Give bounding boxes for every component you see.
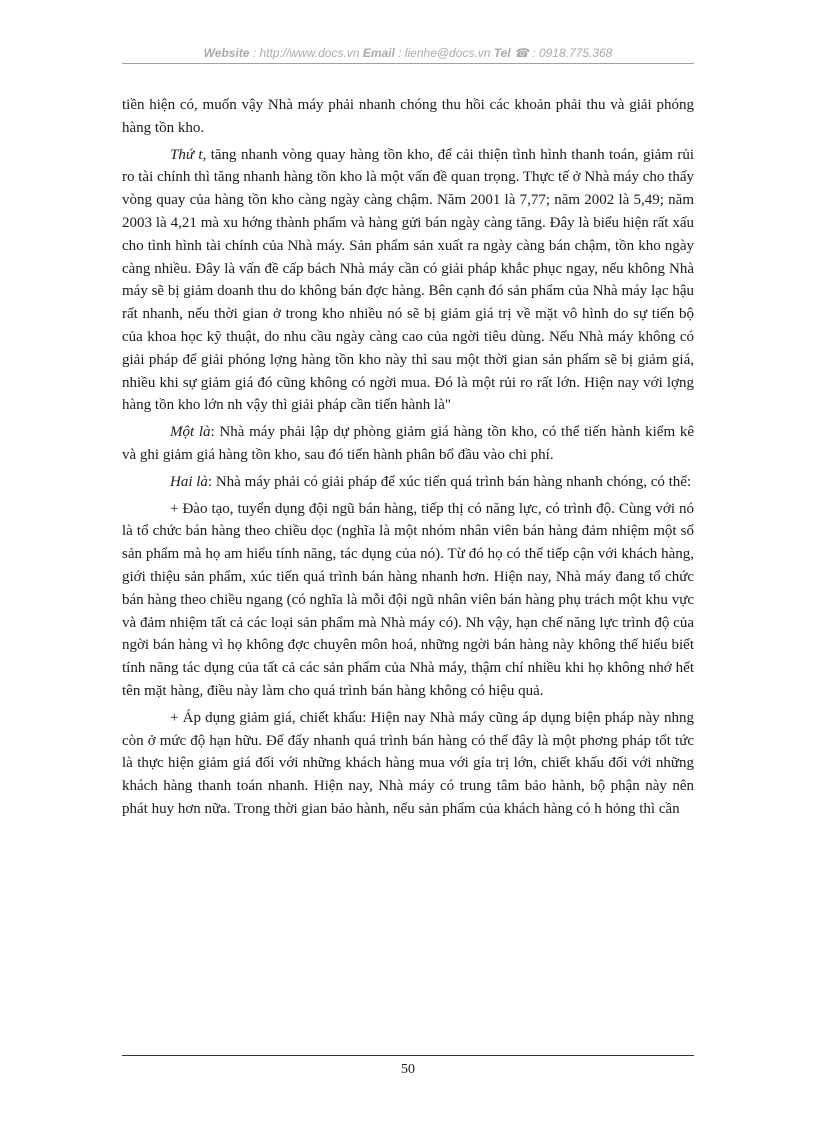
document-body (122, 94, 694, 825)
paragraph-2 (122, 144, 694, 418)
paragraph-1: tiền hiện có, muốn vậy Nhà máy phải nhanh chóng thu hồi các khoản phải thu và giải phóng hàng tồn kho. (122, 97, 694, 136)
paragraph-3-text: : Nhà máy phải lập dự phòng giảm giá hàng tồn kho, có thể tiến hành kiểm kê và ghi giảm giá hàng tồn kho, sau đó tiến hành phân bổ đầu vào chi phí. (122, 424, 694, 463)
header-rule (122, 63, 694, 64)
page-number: 50 (401, 1062, 415, 1077)
paragraph-4-lead: Hai là (170, 473, 208, 490)
paragraph-2-lead: Thứ t (170, 146, 203, 163)
paragraph-2-text: , tăng nhanh vòng quay hàng tồn kho, để cải thiện tình hình thanh toán, giảm rủi ro tài chính thì tăng nhanh hàng tồn kho là một vấn đề quan trọng. Thực tế ở Nhà máy cho thấy vòng quay của hàng tồn kho càng ngày càng chậm. Năm 2001 là 7,77; năm 2002 là 5,49; năm 2003 là 4,21 mà xu hớng thành phẩm và hàng gửi bán ngày càng tăng. Đây là biểu hiện rất xấu cho tình hình tài chính của Nhà máy. Sản phẩm sản xuất ra ngày càng bán chậm, tồn kho ngày càng nhiều. Đây là vấn đề cấp bách Nhà máy cần có giải pháp khắc phục ngay, nếu không Nhà máy sẽ bị giảm doanh thu do không bán đợc hàng. Bên cạnh đó sản phẩm của Nhà máy lạc hậu rất nhanh, nếu thời gian ở trong kho nhiều nó sẽ bị giảm giá trị về mặt vô hình do sự tiến bộ của khoa học kỹ thuật, do nhu cầu ngày càng cao của ngời tiêu dùng. Nếu Nhà máy không có giải pháp để giải phóng lợng hàng tồn kho này thì sau một thời gian sản phẩm sẽ bị giảm giá, nhiều khi sự giảm giá đó cũng không có ngời mua. Đó là một rủi ro rất lớn. Hiện nay với lợng hàng tồn kho lớn nh vậy thì giải pháp cần tiến hành là" (122, 146, 694, 414)
website-value: : http://www.docs.vn (249, 46, 363, 60)
paragraph-4-text: : Nhà máy phải có giải pháp để xúc tiến quá trình bán hàng nhanh chóng, có thể: (207, 473, 692, 490)
footer-rule (122, 1055, 694, 1056)
page-header (122, 46, 694, 60)
email-value: : lienhe@docs.vn (394, 46, 494, 60)
tel-label: Tel (493, 46, 511, 60)
email-label: Email (362, 46, 395, 60)
paragraph-6: + Áp dụng giảm giá, chiết khấu: Hiện nay Nhà máy cũng áp dụng biện pháp này nhng còn ở mức độ hạn hữu. Để đẩy nhanh quá trình bán hàng có thể đây là một phơng pháp tốt tức là thực hiện giảm giá đối với những khách hàng mua với gía trị lớn, chiết khấu đối với những khách hàng thanh toán nhanh. Hiện nay, Nhà máy có trung tâm bảo hành, bộ phận này nên phát huy hơn nữa. Trong thời gian bảo hành, nếu sản phẩm của khách hàng có h hỏng thì cần (122, 709, 694, 817)
website-label: Website (203, 46, 250, 60)
paragraph-5: + Đào tạo, tuyển dụng đội ngũ bán hàng, tiếp thị có năng lực, có trình độ. Cùng với nó là tổ chức bán hàng theo chiều dọc (nghĩa là một nhóm nhân viên bán hàng đảm nhiệm một số sản phẩm mà họ am hiểu tính năng, tác dụng của nó). Từ đó họ có thể tiếp cận với khách hàng, giới thiệu sản phẩm, xúc tiến quá trình bán hàng nhanh hơn. Hiện nay, Nhà máy đang tổ chức bán hàng theo chiều ngang (có nghĩa là mỗi đội ngũ nhân viên bán hàng phụ trách một khu vực và đảm nhiệm tất cả các loại sản phẩm mà Nhà máy có). Nh vậy, hạn chế năng lực trình độ của ngời bán hàng vì họ không đợc chuyên môn hoá, những ngời bán hàng này không thể hiểu biết tính năng tác dụng của tất cả các sản phẩm của Nhà máy, thậm chí nhiều khi họ không nhớ hết tên mặt hàng, điều này làm cho quá trình bán hàng không có hiệu quả. (122, 500, 694, 699)
tel-value: ☎ : 0918.775.368 (510, 46, 613, 60)
paragraph-3 (122, 421, 694, 467)
paragraph-3-lead: Một là (170, 424, 211, 441)
paragraph-4 (122, 471, 694, 494)
